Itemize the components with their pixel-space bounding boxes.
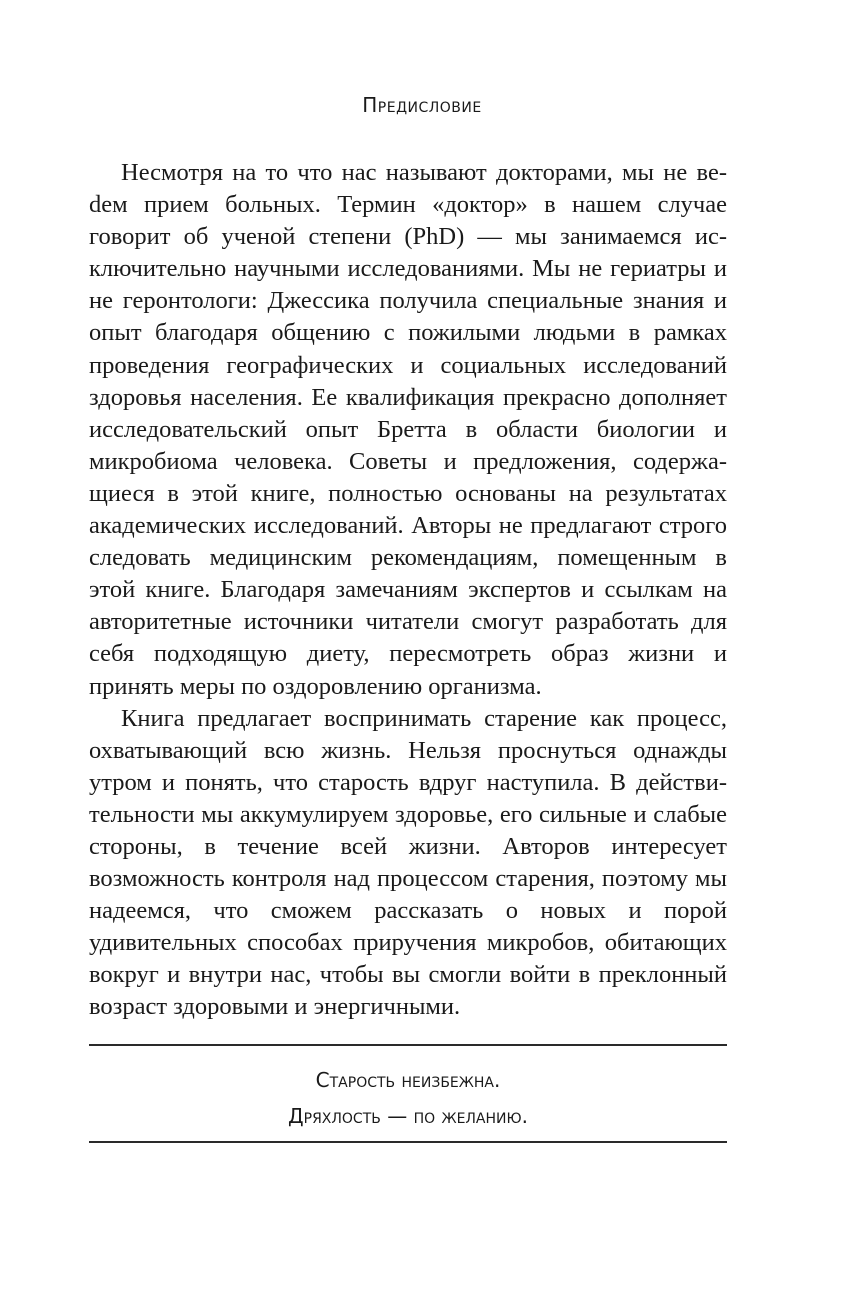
paragraph-2: Книга предлагает воспринимать старение как процесс, охватывающий всю жизнь. Нельзя проснуться однажды утром и понять, что старость вдруг наступила. В действительности мы аккумулируем здоровье, его сильные и слабые стороны, в течение всей жизни. Авторов интересует возможность контроля над процессом старения, поэтому мы надеемся, что сможем рассказать о новых и порой удивительных способах приручения микробов, обитающих вокруг и внутри нас, чтобы вы смогли войти в преклонный возраст здоровыми и энергичными. <box>89 704 727 1021</box>
epigraph-line-1: Старость неизбежна. <box>315 1068 501 1092</box>
running-head: Предисловие <box>362 93 482 117</box>
epigraph <box>89 1062 727 1134</box>
epigraph-line-2: Дряхлость — по желанию. <box>288 1104 528 1128</box>
epigraph-bottom-rule <box>89 1141 727 1143</box>
epigraph-top-rule <box>89 1044 727 1046</box>
paragraph-1: Несмотря на то что нас называют докторами, мы не веdем прием больных. Термин «доктор» в нашем случае говорит об ученой степени (PhD) — мы занимаемся исключительно научными исследованиями. Мы не гериатры и не геронтологи: Джессика получила специальные знания и опыт благодаря общению с пожилыми людьми в рамках проведения географических и социальных исследований здоровья населения. Ее квалификация прекрасно дополняет исследовательский опыт Бретта в области биологии и микробиома человека. Советы и предложения, содержащиеся в этой книге, полностью основаны на результатах академических исследований. Авторы не предлагают строго следовать медицинским рекомендациям, помещенным в этой книге. Благодаря замечаниям экспертов и ссылкам на авторитетные источники читатели смогут разработать для себя подходящую диету, пересмотреть образ жизни и принять меры по оздоровлению организма. <box>89 159 727 700</box>
body-text <box>89 157 727 1024</box>
